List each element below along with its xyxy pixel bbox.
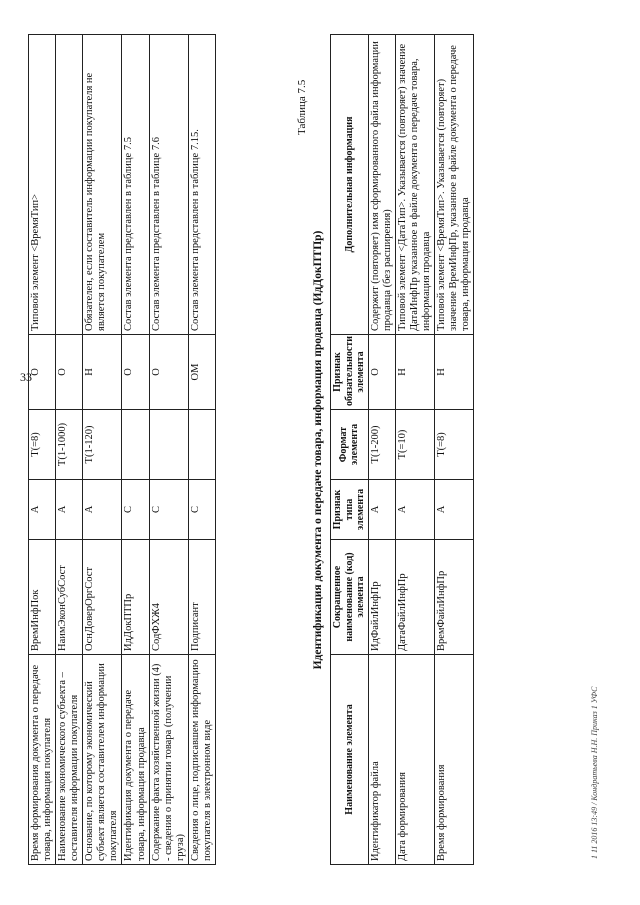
column-header: Формат элемента: [331, 410, 369, 480]
table-cell: Основание, по которому экономический субъект является составителем информации покупателя: [83, 655, 122, 865]
table-cell: О: [122, 335, 149, 410]
table-cell: А: [395, 480, 434, 540]
column-header: Признак обязательности элемента: [331, 335, 369, 410]
table-cell: ИдФайлИнфПр: [368, 540, 395, 655]
table-title: Идентификация документа о передаче товара, информация продавца (ИдДокПТПр): [312, 230, 324, 670]
table-row: [122, 35, 149, 865]
table-cell: О: [368, 335, 395, 410]
table-cell: [188, 410, 215, 480]
column-header: Дополнительная информация: [331, 35, 369, 335]
table-cell: С: [122, 480, 149, 540]
column-header: Признак типа элемента: [331, 480, 369, 540]
table-cell: T(1-120): [83, 410, 122, 480]
table-cell: Состав элемента представлен в таблице 7.15.: [188, 35, 215, 335]
table-cell: T(=10): [395, 410, 434, 480]
table-cell: С: [188, 480, 215, 540]
table-cell: T(=8): [29, 410, 56, 480]
table-row: [56, 35, 83, 865]
table-cell: Идентификация документа о передаче товара, информация продавца: [122, 655, 149, 865]
identification-table-body: [368, 35, 474, 865]
table-cell: Н: [83, 335, 122, 410]
table-cell: ИдДокПТПр: [122, 540, 149, 655]
previous-table-body: [29, 35, 216, 865]
table-cell: О: [29, 335, 56, 410]
table-cell: ВремИнфПок: [29, 540, 56, 655]
table-cell: А: [56, 480, 83, 540]
footer-note: 1 11 2016 13:49 / Кондратьева Н.Н. Приказ 1 УФС: [590, 686, 599, 859]
table-cell: Время формирования документа о передаче товара, информация покупателя: [29, 655, 56, 865]
table-cell: Содержит (повторяет) имя сформированного файла информации продавца (без расширения): [368, 35, 395, 335]
table-cell: СодФХЖ4: [149, 540, 188, 655]
table-cell: А: [29, 480, 56, 540]
table-cell: Состав элемента представлен в таблице 7.5: [122, 35, 149, 335]
table-cell: ВремФайлИнфПр: [434, 540, 473, 655]
table-cell: [122, 410, 149, 480]
table-cell: Н: [434, 335, 473, 410]
table-row: [149, 35, 188, 865]
table-cell: О: [149, 335, 188, 410]
table-cell: Идентификатор файла: [368, 655, 395, 865]
table-cell: А: [368, 480, 395, 540]
page-number: 33: [20, 370, 32, 384]
table-row: [29, 35, 56, 865]
previous-table-continuation: [28, 34, 216, 865]
table-cell: Наименование экономического субъекта – составителя информации покупателя: [56, 655, 83, 865]
table-cell: А: [434, 480, 473, 540]
table-cell: T(1-1000): [56, 410, 83, 480]
table-cell: ОМ: [188, 335, 215, 410]
table-cell: Н: [395, 335, 434, 410]
table-cell: Время формирования: [434, 655, 473, 865]
column-header: Сокращенное наименование (код) элемента: [331, 540, 369, 655]
table-row: [434, 35, 473, 865]
table-row: [83, 35, 122, 865]
table-cell: T(1-200): [368, 410, 395, 480]
table-row: [188, 35, 215, 865]
table-cell: [56, 35, 83, 335]
table-cell: О: [56, 335, 83, 410]
table-label: Таблица 7.5: [296, 79, 308, 135]
table-cell: Обязателен, если составитель информации покупателя не является покупателем: [83, 35, 122, 335]
table-cell: Состав элемента представлен в таблице 7.6: [149, 35, 188, 335]
table-cell: [149, 410, 188, 480]
identification-table: [330, 34, 474, 865]
table-cell: Подписант: [188, 540, 215, 655]
table-cell: ОснДоверОргСост: [83, 540, 122, 655]
table-cell: ДатаФайлИнфПр: [395, 540, 434, 655]
table-cell: НаимЭконСубСост: [56, 540, 83, 655]
table-cell: С: [149, 480, 188, 540]
table-cell: Содержание факта хозяйственной жизни (4) - сведения о принятии товара (получении груза): [149, 655, 188, 865]
table-cell: А: [83, 480, 122, 540]
table-row: [395, 35, 434, 865]
table-cell: T(=8): [434, 410, 473, 480]
table-cell: Типовой элемент <ДатаТип>. Указывается (повторяет) значение ДатаИнфПр указанное в файле документа о передаче товара, информация продавца: [395, 35, 434, 335]
table-cell: Дата формирования: [395, 655, 434, 865]
table-cell: Типовой элемент <ВремяТип>. Указывается (повторяет) значение ВремИнфПр, указанное в файле документа о передаче товара, информация продавца: [434, 35, 473, 335]
table-cell: Типовой элемент <ВремяТип>: [29, 35, 56, 335]
column-header: Наименование элемента: [331, 655, 369, 865]
table-cell: Сведения о лице, подписавшем информацию покупателя в электронном виде: [188, 655, 215, 865]
table-row: [368, 35, 395, 865]
table-header-row: [331, 35, 369, 865]
